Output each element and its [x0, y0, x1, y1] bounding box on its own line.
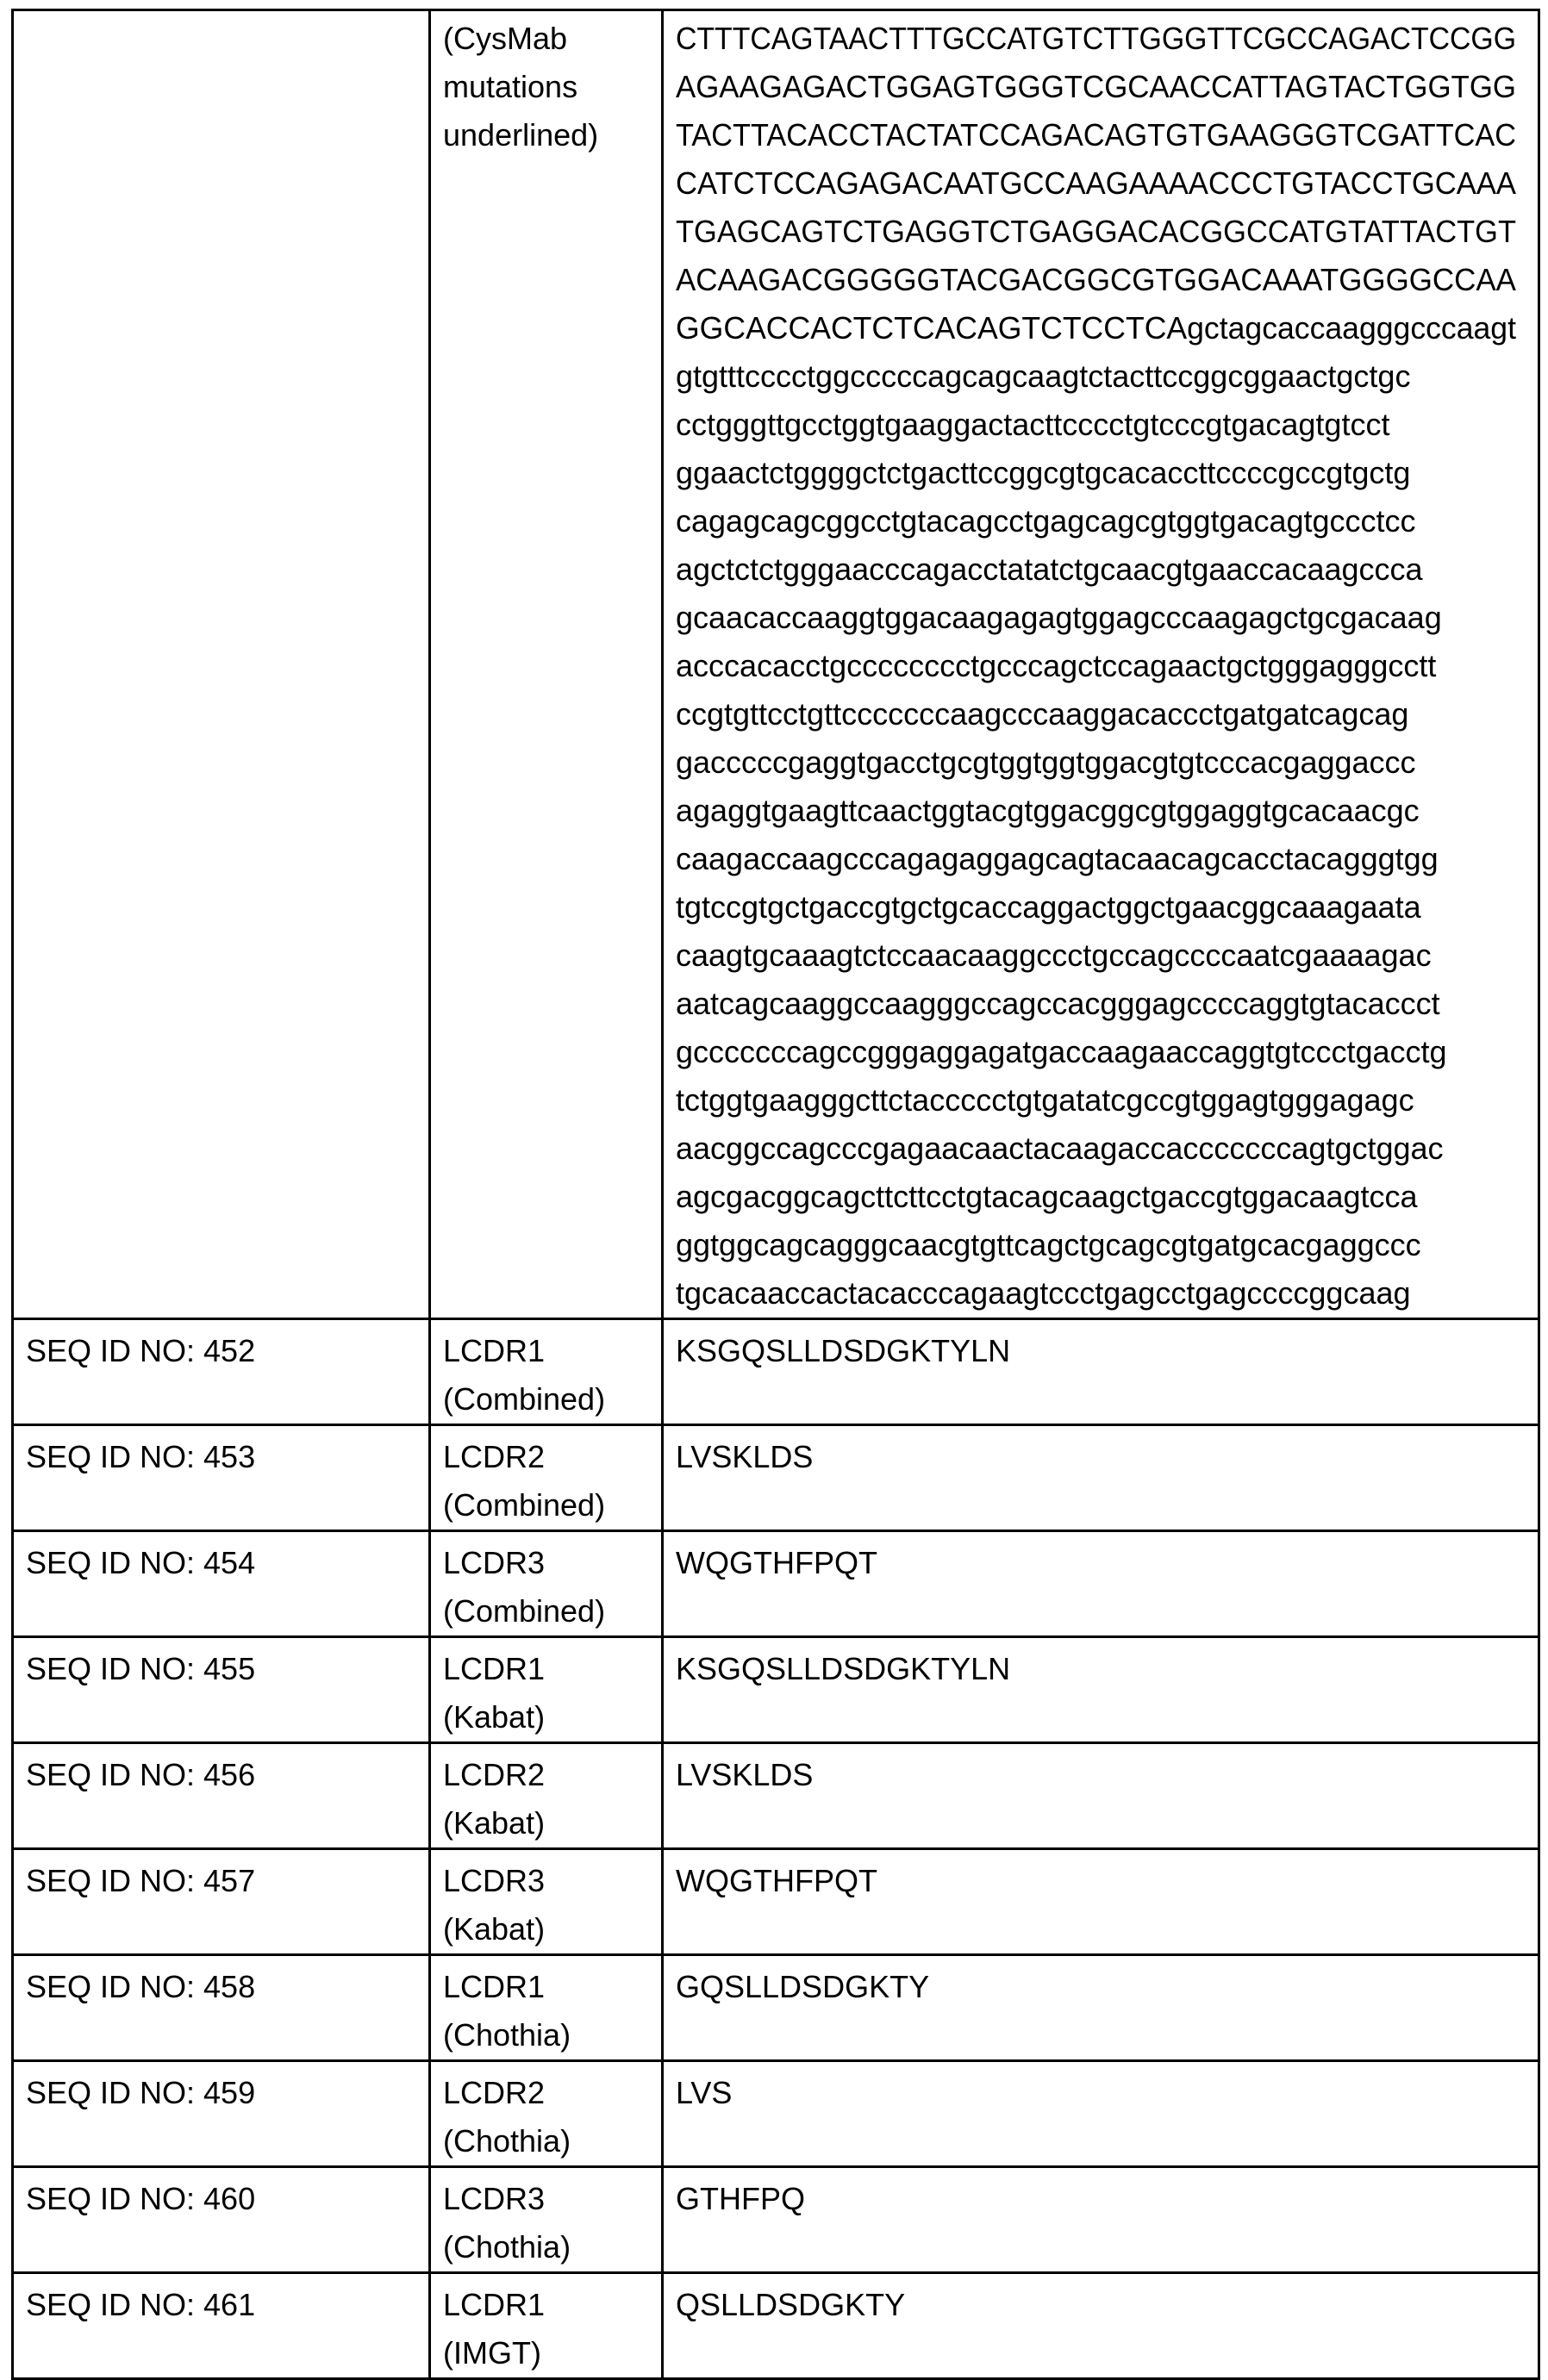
region-cell [430, 2061, 663, 2167]
sequence-line [676, 401, 1526, 449]
sequence-line-text: AGAAGAGACTGGAGTGGGTCGCAACCATTAGTACTGGTGG [676, 63, 1516, 111]
region-cell [430, 1531, 663, 1637]
sequence-cell: WQGTHFPQT [663, 1849, 1539, 1955]
region-label: LCDR1 [443, 2281, 649, 2329]
region-cell [430, 1637, 663, 1743]
sequence-line-text: agcgacggcagcttcttcctgtacagcaagctgaccgtggacaagtcca [676, 1173, 1418, 1221]
region-cell [430, 1319, 663, 1425]
sequence-line [676, 835, 1526, 883]
sequence-cell: GTHFPQ [663, 2167, 1539, 2273]
sequence-line [676, 1173, 1526, 1221]
sequence-line-text: CATCTCCAGAGACAATGCCAAGAAAACCCTGTACCTGCAAA [676, 159, 1516, 208]
region-label: LCDR3 [443, 2175, 649, 2223]
sequence-cell: QSLLDSDGKTY [663, 2273, 1539, 2379]
sequence-line-text: gcaacaccaaggtggacaagagagtggagcccaagagctgcgacaag [676, 594, 1442, 642]
sequence-line-text: gtgtttcccctggcccccagcagcaagtctacttccggcggaactgctgc [676, 352, 1410, 401]
table-row [13, 1743, 1539, 1849]
table-row [13, 1955, 1539, 2061]
region-cell [430, 1955, 663, 2061]
sequence-line [676, 111, 1526, 159]
region-label: LCDR2 [443, 2069, 649, 2117]
sequence-line-text: gacccccgaggtgacctgcgtggtggtggacgtgtcccacgaggaccc [676, 738, 1416, 787]
sequence-line [676, 545, 1526, 594]
sequence-cell: KSGQSLLDSDGKTYLN [663, 1319, 1539, 1425]
sequence-line-text: ggtggcagcagggcaacgtgttcagctgcagcgtgatgcacgaggccc [676, 1221, 1421, 1269]
sequence-line-text: agctctctgggaacccagacctatatctgcaacgtgaaccacaagccca [676, 545, 1423, 594]
sequence-line [676, 787, 1526, 835]
sequence-line-text: tgcacaaccactacacccagaagtccctgagcctgagccccggcaag [676, 1269, 1411, 1318]
sequence-line [676, 1125, 1526, 1173]
sequence-line-text: ACAAGACGGGGGTACGACGGCGTGGACAAATGGGGCCAA [676, 256, 1516, 304]
seq-id-cell: SEQ ID NO: 461 [13, 2273, 430, 2379]
seq-id-cell: SEQ ID NO: 452 [13, 1319, 430, 1425]
region-cell [430, 1743, 663, 1849]
sequence-line [676, 1076, 1526, 1125]
sequence-line [676, 738, 1526, 787]
region-label: LCDR1 [443, 1327, 649, 1375]
sequence-line [676, 304, 1526, 352]
scheme-label: (Combined) [443, 1587, 649, 1635]
table-row [13, 1849, 1539, 1955]
sequence-line [676, 1028, 1526, 1076]
sequence-line [676, 642, 1526, 690]
table-row [13, 1319, 1539, 1425]
seq-id-cell: SEQ ID NO: 458 [13, 1955, 430, 2061]
seq-id-cell: SEQ ID NO: 457 [13, 1849, 430, 1955]
sequence-line [676, 497, 1526, 545]
sequence-line [676, 208, 1526, 256]
seq-id-cell: SEQ ID NO: 454 [13, 1531, 430, 1637]
region-label: LCDR3 [443, 1539, 649, 1587]
region-cell [430, 1849, 663, 1955]
sequence-line-text: tctggtgaagggcttctaccccctgtgatatcgccgtggagtgggagagc [676, 1076, 1414, 1125]
seq-id-cell: SEQ ID NO: 453 [13, 1425, 430, 1531]
sequence-line [676, 352, 1526, 401]
sequence-cell: WQGTHFPQT [663, 1531, 1539, 1637]
region-label: LCDR3 [443, 1857, 649, 1905]
sequence-cell: GQSLLDSDGKTY [663, 1955, 1539, 2061]
sequence-line [676, 594, 1526, 642]
sequence-line-text: agaggtgaagttcaactggtacgtggacggcgtggaggtgcacaacgc [676, 787, 1420, 835]
sequence-line-text: aacggccagcccgagaacaactacaagaccacccccccagtgctggac [676, 1125, 1444, 1173]
sequence-line-text: GGCACCACTCTCACAGTCTCCTCAgctagcaccaagggcccaagt [676, 304, 1516, 352]
sequence-line [676, 883, 1526, 931]
region-label: LCDR1 [443, 1645, 649, 1693]
sequence-line [676, 256, 1526, 304]
sequence-line [676, 980, 1526, 1028]
description-cell [430, 10, 663, 1319]
sequence-line-text: gcccccccagccgggaggagatgaccaagaaccaggtgtccctgacctg [676, 1028, 1447, 1076]
table-row [13, 1637, 1539, 1743]
region-cell [430, 2167, 663, 2273]
sequence-line [676, 63, 1526, 111]
sequence-line-text: ggaactctggggctctgacttccggcgtgcacaccttccccgccgtgctg [676, 449, 1410, 497]
scheme-label: (Chothia) [443, 2223, 649, 2271]
scheme-label: (Kabat) [443, 1905, 649, 1953]
description-line: underlined) [443, 111, 649, 159]
seq-id-cell: SEQ ID NO: 459 [13, 2061, 430, 2167]
sequence-cell: LVSKLDS [663, 1743, 1539, 1849]
sequence-line-text: TGAGCAGTCTGAGGTCTGAGGACACGGCCATGTATTACTGT [676, 208, 1516, 256]
scheme-label: (Chothia) [443, 2117, 649, 2165]
sequence-line [676, 690, 1526, 738]
scheme-label: (Kabat) [443, 1799, 649, 1847]
sequence-line [676, 159, 1526, 208]
scheme-label: (Chothia) [443, 2011, 649, 2059]
sequence-line-text: TACTTACACCTACTATCCAGACAGTGTGAAGGGTCGATTCAC [676, 111, 1516, 159]
region-cell [430, 2273, 663, 2379]
sequence-line-text: caagtgcaaagtctccaacaaggccctgccagccccaatcgaaaagac [676, 931, 1432, 980]
scheme-label: (Kabat) [443, 1693, 649, 1741]
seq-id-cell [13, 10, 430, 1319]
scheme-label: (Combined) [443, 1481, 649, 1530]
scheme-label: (IMGT) [443, 2329, 649, 2377]
sequence-line-text: cctgggttgcctggtgaaggactacttcccctgtcccgtgacagtgtcct [676, 401, 1389, 449]
description-line: (CysMab [443, 15, 649, 63]
table-row [13, 2167, 1539, 2273]
sequence-cell [663, 10, 1539, 1319]
seq-id-cell: SEQ ID NO: 456 [13, 1743, 430, 1849]
sequence-cell: KSGQSLLDSDGKTYLN [663, 1637, 1539, 1743]
description-line: mutations [443, 63, 649, 111]
scheme-label: (Combined) [443, 1375, 649, 1424]
sequence-line-text: cagagcagcggcctgtacagcctgagcagcgtggtgacagtgccctcc [676, 497, 1416, 545]
sequence-line [676, 15, 1526, 63]
region-label: LCDR2 [443, 1433, 649, 1481]
sequence-line-text: ccgtgttcctgttcccccccaagcccaaggacaccctgatgatcagcag [676, 690, 1408, 738]
seq-id-cell: SEQ ID NO: 460 [13, 2167, 430, 2273]
sequence-line [676, 449, 1526, 497]
sequence-table [11, 9, 1540, 2380]
region-label: LCDR1 [443, 1963, 649, 2011]
sequence-line-text: acccacacctgcccccccctgcccagctccagaactgctgggagggcctt [676, 642, 1436, 690]
region-label: LCDR2 [443, 1751, 649, 1799]
seq-id-cell: SEQ ID NO: 455 [13, 1637, 430, 1743]
sequence-line [676, 1269, 1526, 1318]
sequence-line-text: caagaccaagcccagagaggagcagtacaacagcacctacagggtgg [676, 835, 1439, 883]
sequence-line-text: tgtccgtgctgaccgtgctgcaccaggactggctgaacggcaaagaata [676, 883, 1421, 931]
sequence-line-text: aatcagcaaggccaagggccagccacgggagccccaggtgtacaccct [676, 980, 1440, 1028]
table-row [13, 1425, 1539, 1531]
sequence-cell: LVS [663, 2061, 1539, 2167]
sequence-line [676, 1221, 1526, 1269]
table-row [13, 10, 1539, 1319]
sequence-line [676, 931, 1526, 980]
region-cell [430, 1425, 663, 1531]
table-row [13, 1531, 1539, 1637]
sequence-cell: LVSKLDS [663, 1425, 1539, 1531]
table-row [13, 2273, 1539, 2379]
table-row [13, 2061, 1539, 2167]
sequence-line-text: CTTTCAGTAACTTTGCCATGTCTTGGGTTCGCCAGACTCCGG [676, 15, 1516, 63]
